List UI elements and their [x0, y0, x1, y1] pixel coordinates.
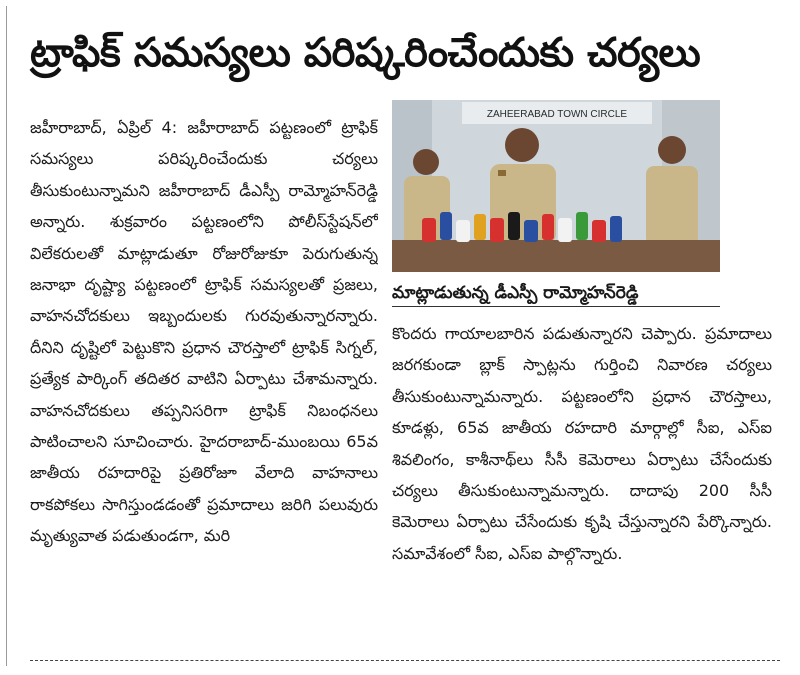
photo-caption: మాట్లాడుతున్న డీఎస్పీ రామ్మోహన్‌రెడ్డి [392, 280, 720, 307]
press-conference-photo [392, 100, 720, 272]
microphone [490, 218, 504, 242]
shoulder-badge [498, 170, 506, 176]
microphone [422, 218, 436, 242]
table-surface [392, 240, 720, 272]
microphone [508, 212, 520, 240]
photo-illustration [392, 100, 720, 272]
officer-right-body [646, 166, 698, 246]
officer-left-head [413, 149, 439, 175]
article-body-left-column: జహీరాబాద్, ఏప్రిల్ 4: జహీరాబాద్ పట్టణంలో ట్రాఫిక్ సమస్యలు పరిష్కరించేందుకు చర్యలు తీసుకుంటున్నామని జహీరాబాద్ డీఎస్పీ రామ్మోహన్‌రెడ్డి అన్నారు. శుక్రవారం పట్టణంలోని పోలీస్‌స్టేషన్‌లో విలేకరులతో మాట్లాడుతూ రోజురోజుకూ పెరుగుతున్న జనాభా దృష్ట్యా పట్టణంలో ట్రాఫిక్ సమస్యలతో ప్రజలు, వాహనచోదకులు ఇబ్బందులకు గురవుతున్నారన్నారు. దీనిని దృష్టిలో పెట్టుకొని ప్రధాన చౌరస్తాలో ట్రాఫిక్ సిగ్నల్, ప్రత్యేక పార్కింగ్ తదితర వాటిని ఏర్పాటు చేశామన్నారు. వాహనచోదకులు తప్పనిసరిగా ట్రాఫిక్ నిబంధనలు పాటించాలని సూచించారు. హైదరాబాద్-ముంబయి 65వ జాతీయ రహదారిపై ప్రతిరోజూ వేలాది వాహనాలు రాకపోకలు సాగిస్తుండడంతో ప్రమాదాలు జరిగి పలువురు మృత్యువాత పడుతుండగా, మరి [30, 118, 378, 546]
microphone [592, 220, 606, 242]
officer-center-head [505, 128, 539, 162]
microphone [440, 212, 452, 240]
photo-sign-text: ZAHEERABAD TOWN CIRCLE [486, 109, 628, 120]
microphone [456, 220, 470, 242]
officer-right-head [658, 136, 686, 164]
article-body-right-column: కొందరు గాయాలబారిన పడుతున్నారని చెప్పారు. ప్రమాదాలు జరగకుండా బ్లాక్ స్పాట్లను గుర్తించి నివారణ చర్యలు తీసుకుంటున్నామన్నారు. పట్టణంలోని ప్రధాన చౌరస్తాలు, కూడళ్లు, 65వ జాతీయ రహదారి మార్గాల్లో సీఐ, ఎస్‌ఐ శివలింగం, కాశీనాథ్‌లు సీసీ కెమెరాలు ఏర్పాటు చేసేందుకు చర్యలు తీసుకుంటున్నామన్నారు. దాదాపు 200 సీసీ కెమెరాలు ఏర్పాటు చేసేందుకు కృషి చేస్తున్నారని పేర్కొన్నారు. సమావేశంలో సీఐ, ఎస్‌ఐ పాల్గొన్నారు. [392, 324, 772, 563]
bottom-divider [30, 660, 780, 661]
microphone [542, 214, 554, 240]
microphone [610, 216, 622, 242]
microphone [576, 212, 588, 240]
microphone [474, 214, 486, 240]
microphone [558, 218, 572, 242]
left-margin-rule [6, 6, 7, 666]
microphone [524, 220, 538, 242]
headline: ట్రాఫిక్ సమస్యలు పరిష్కరించేందుకు చర్యలు [30, 30, 701, 76]
